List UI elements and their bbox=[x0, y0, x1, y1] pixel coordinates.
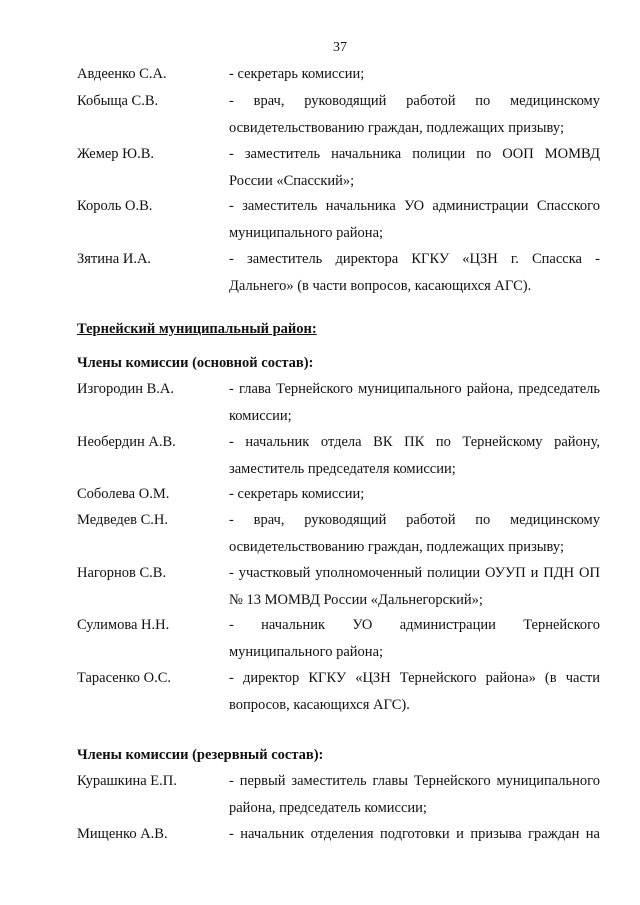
member-role: - заместитель начальника УО администрации Спасского муниципального района; bbox=[229, 198, 600, 241]
member-name: Необердин А.В. bbox=[77, 434, 176, 450]
reserve-composition-heading: Члены комиссии (резервный состав): bbox=[77, 747, 324, 763]
member-role: - врач, руководящий работой по медицинскому освидетельствованию граждан, подлежащих призыву; bbox=[229, 93, 600, 136]
member-role: - начальник отдела ВК ПК по Тернейскому району, заместитель председателя комиссии; bbox=[229, 434, 600, 477]
member-role: - глава Тернейского муниципального района, председатель комиссии; bbox=[229, 381, 600, 424]
member-name: Мищенко А.В. bbox=[77, 826, 168, 842]
member-role: - участковый уполномоченный полиции ОУУП и ПДН ОП № 13 МОМВД России «Дальнегорский»; bbox=[229, 565, 600, 608]
member-role: - секретарь комиссии; bbox=[229, 66, 365, 82]
member-role: - заместитель начальника полиции по ООП МОМВД России «Спасский»; bbox=[229, 146, 600, 189]
member-role: - заместитель директора КГКУ «ЦЗН г. Спасска - Дальнего» (в части вопросов, касающихся АГС). bbox=[229, 251, 600, 294]
page-number: 37 bbox=[333, 40, 347, 55]
member-name: Тарасенко О.С. bbox=[77, 670, 172, 686]
member-name: Медведев С.Н. bbox=[77, 512, 169, 528]
member-name: Авдеенко С.А. bbox=[77, 66, 167, 82]
member-role: - секретарь комиссии; bbox=[229, 486, 365, 502]
member-role: - директор КГКУ «ЦЗН Тернейского района» (в части вопросов, касающихся АГС). bbox=[229, 670, 600, 713]
member-name: Кобыща С.В. bbox=[77, 93, 159, 109]
district-heading: Тернейский муниципальный район: bbox=[77, 321, 317, 337]
member-name: Зятина И.А. bbox=[77, 251, 152, 267]
member-role: - начальник отделения подготовки и призыва граждан на bbox=[229, 826, 600, 842]
member-role: - первый заместитель главы Тернейского муниципального района, председатель комиссии; bbox=[229, 773, 600, 816]
member-name: Нагорнов С.В. bbox=[77, 565, 167, 581]
member-name: Жемер Ю.В. bbox=[77, 146, 155, 162]
member-name: Изгородин В.А. bbox=[77, 381, 175, 397]
main-composition-heading: Члены комиссии (основной состав): bbox=[77, 355, 314, 371]
member-role: - начальник УО администрации Тернейского муниципального района; bbox=[229, 617, 600, 660]
member-name: Соболева О.М. bbox=[77, 486, 170, 502]
member-name: Сулимова Н.Н. bbox=[77, 617, 170, 633]
member-name: Курашкина Е.П. bbox=[77, 773, 177, 789]
member-role: - врач, руководящий работой по медицинскому освидетельствованию граждан, подлежащих призыву; bbox=[229, 512, 600, 555]
member-name: Король О.В. bbox=[77, 198, 153, 214]
